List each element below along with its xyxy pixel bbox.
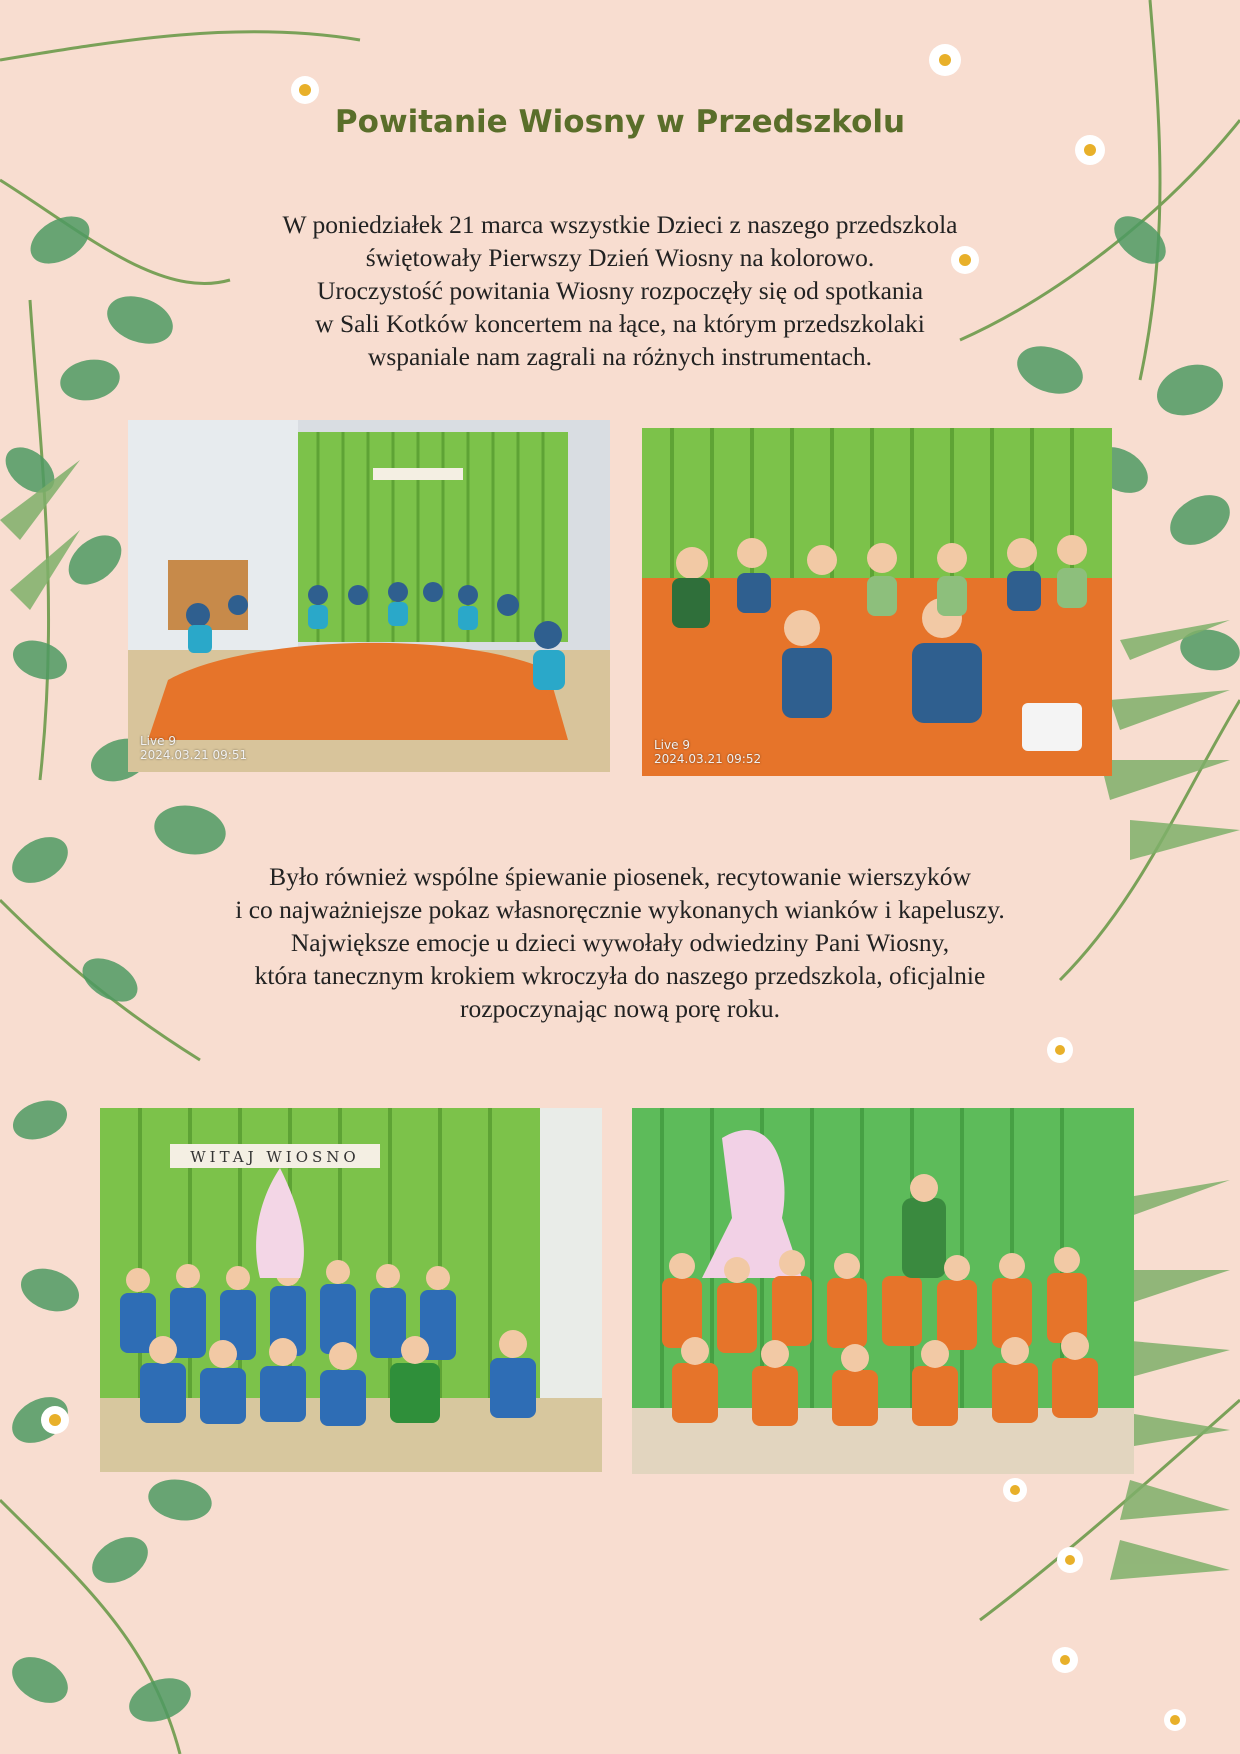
photo-live-label: Live 9 (654, 738, 690, 752)
second-line: rozpoczynając nową porę roku. (459, 994, 781, 1023)
photo-date: 2024.03.21 09:52 (654, 752, 762, 766)
second-line: Było również wspólne śpiewanie piosenek, recytowanie wierszyków (269, 862, 971, 891)
intro-line: w Sali Kotków koncertem na łące, na którym przedszkolaki (315, 309, 925, 338)
second-line: i co najważniejsze pokaz własnoręcznie wykonanych wianków i kapeluszy. (235, 895, 1005, 924)
photo-timestamp (140, 734, 247, 762)
intro-line: wspaniale nam zagrali na różnych instrumentach. (367, 342, 873, 371)
photo-concert-room-image (128, 420, 610, 772)
photo-date: 2024.03.21 09:51 (140, 748, 248, 762)
second-line: Największe emocje u dzieci wywołały odwiedziny Pani Wiosny, (290, 928, 950, 957)
photo-children-sitting (642, 428, 1112, 776)
intro-line: Uroczystość powitania Wiosny rozpoczęły się od spotkania (316, 276, 924, 305)
photo-group-blue (100, 1108, 602, 1472)
banner-text: WITAJ WIOSNO (190, 1148, 360, 1166)
second-line: która tanecznym krokiem wkroczyła do naszego przedszkola, oficjalnie (254, 961, 986, 990)
photo-timestamp (654, 738, 761, 766)
photo-live-label: Live 9 (140, 734, 176, 748)
page-title: Powitanie Wiosny w Przedszkolu (334, 104, 906, 140)
intro-line: świętowały Pierwszy Dzień Wiosny na kolorowo. (365, 243, 875, 272)
photo-group-orange (632, 1108, 1134, 1474)
photo-group-blue-image (100, 1108, 602, 1472)
photo-children-sitting-image (642, 428, 1112, 776)
photo-concert-room (128, 420, 610, 772)
intro-line: W poniedziałek 21 marca wszystkie Dzieci z naszego przedszkola (282, 210, 958, 239)
photo-group-orange-image (632, 1108, 1134, 1474)
second-paragraph (120, 860, 1120, 1025)
intro-paragraph (120, 208, 1120, 373)
